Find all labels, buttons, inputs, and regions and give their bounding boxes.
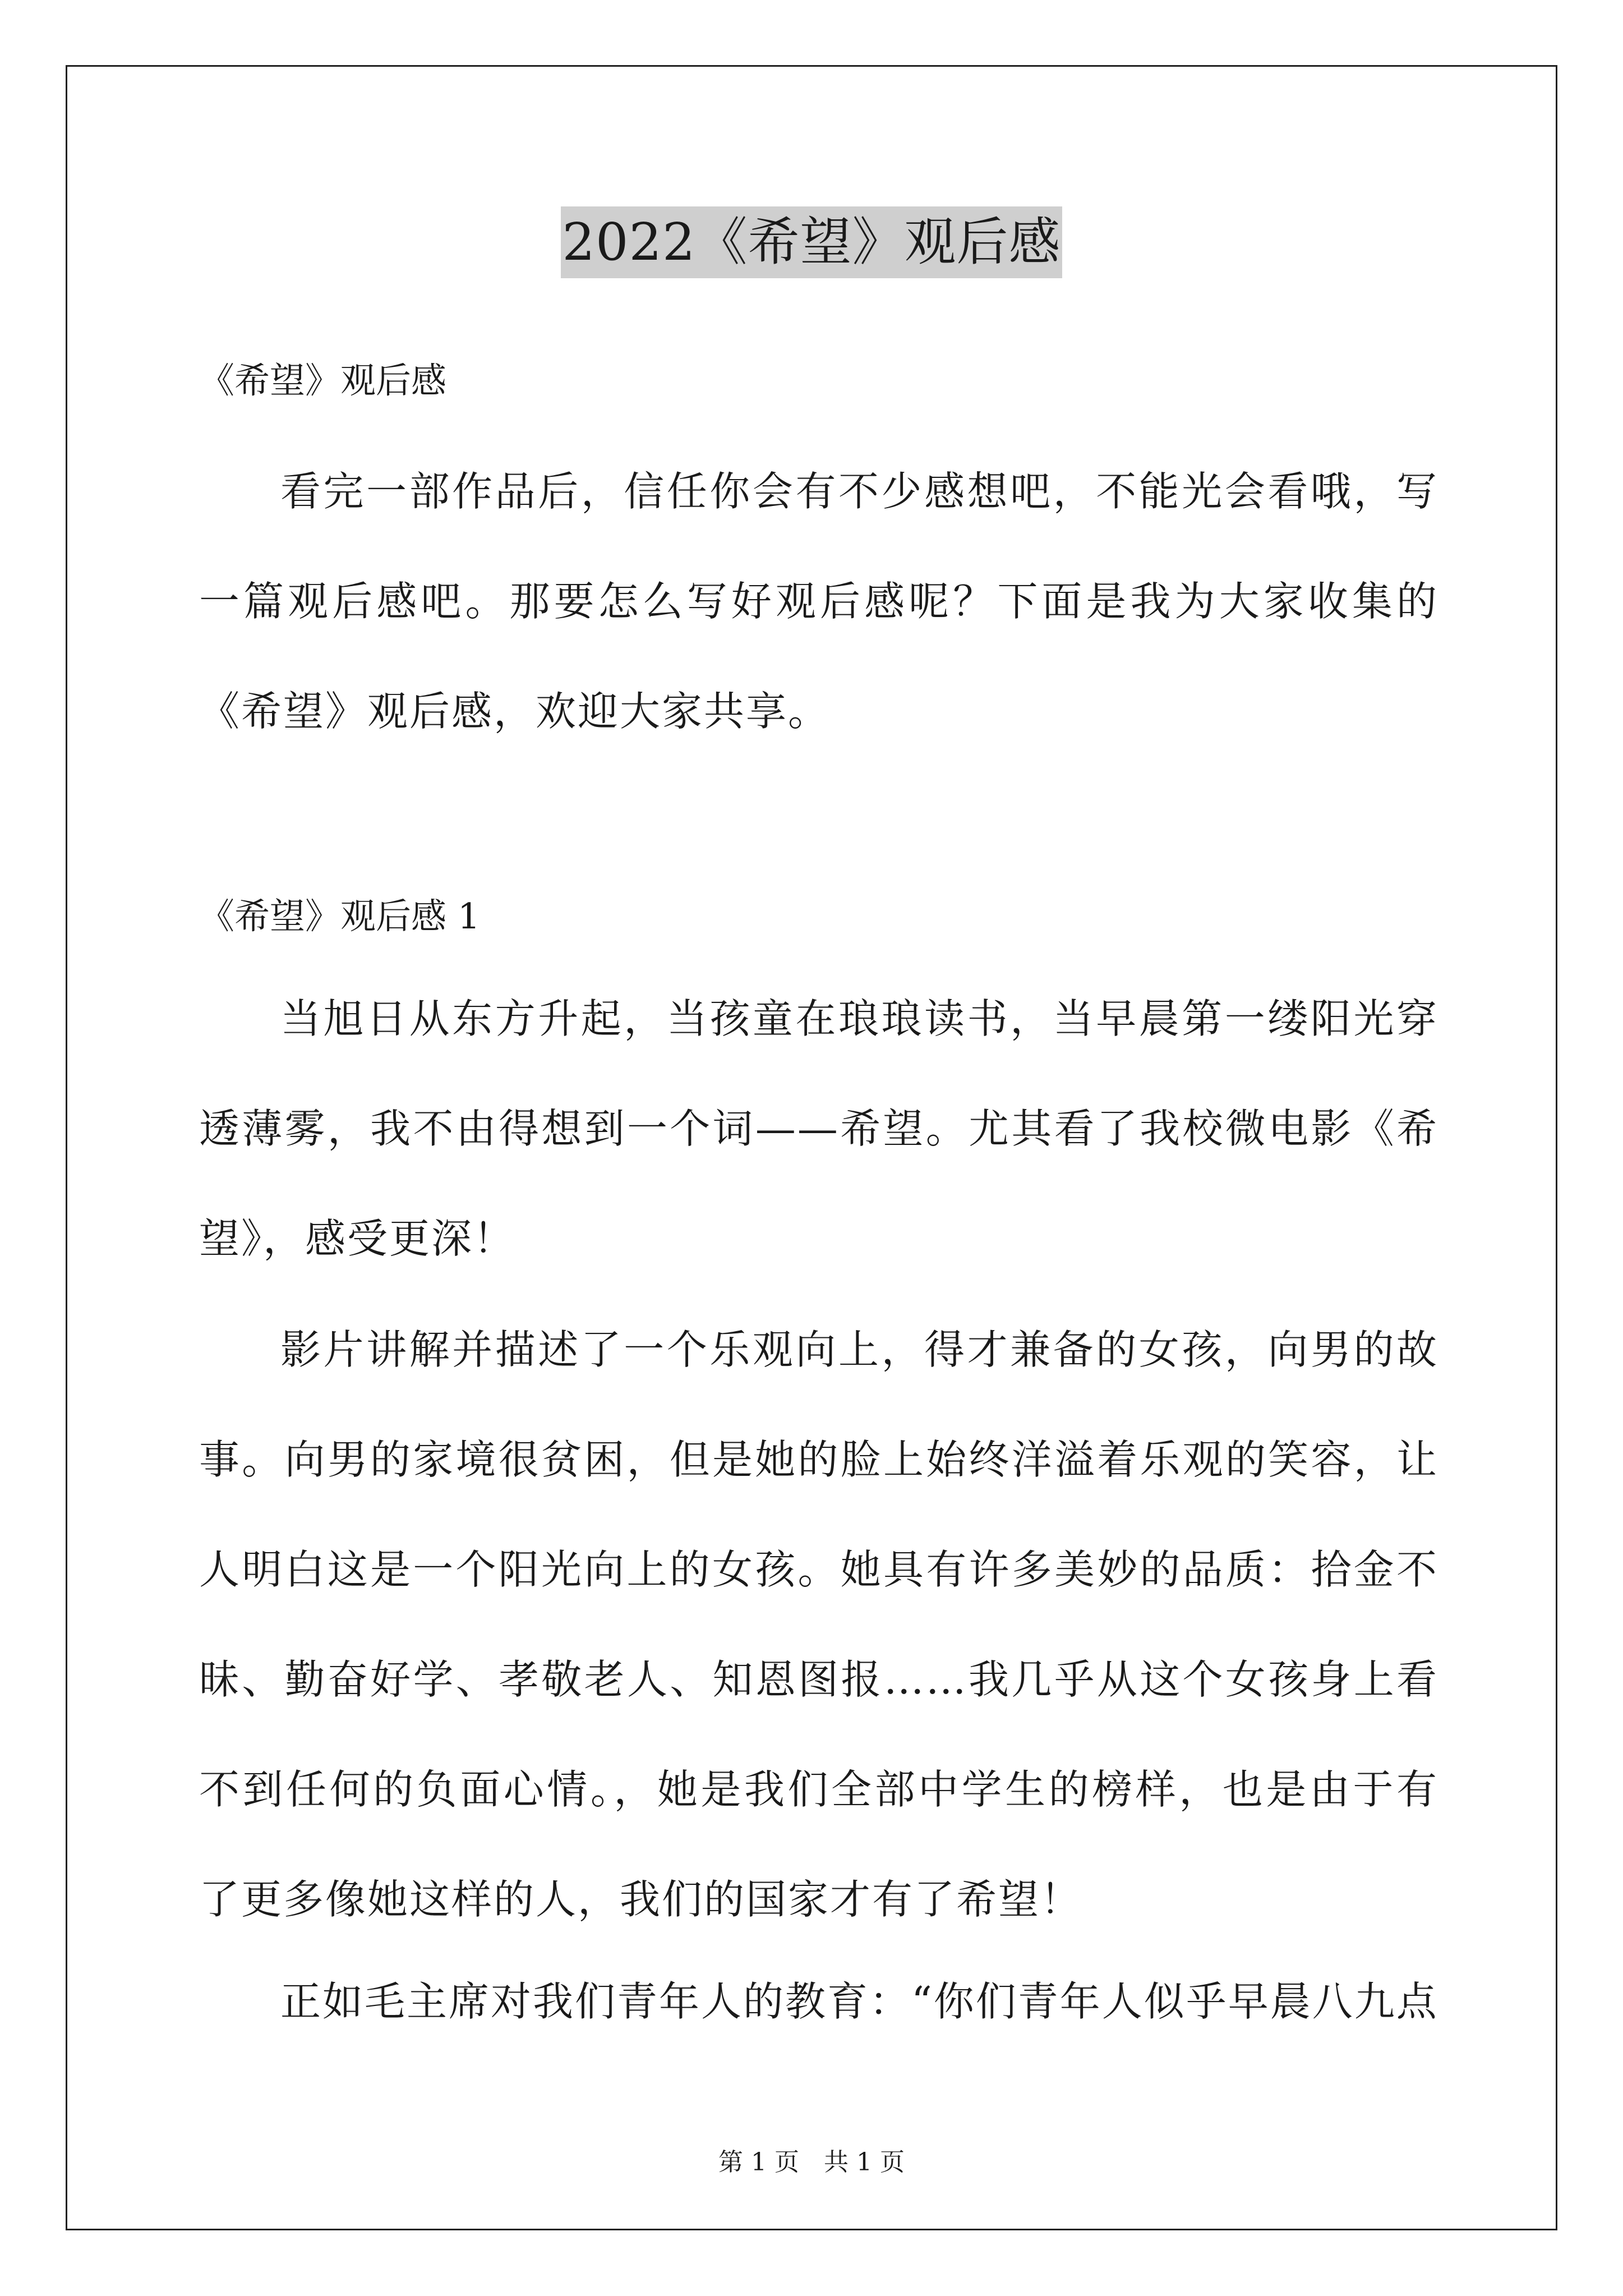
body-paragraph-2: 影片讲解并描述了一个乐观向上，得才兼备的女孩，向男的故事。向男的家境很贫困，但是她的脸上始终洋溢着乐观的笑容，让人明白这是一个阳光向上的女孩。她具有许多美妙的品质：拾金不昧、勤奋好学、孝敬老人、知恩图报……我几乎从这个女孩身上看不到任何的负面心情。，她是我们全部中学生的榜样，也是由于有了更多像她这样的人，我们的国家才有了希望！ [199,1326,1438,1923]
body-paragraph-3: 正如毛主席对我们青年人的教育：“你们青年人似乎早晨八九点 [280,1978,1438,2025]
page-total: 共 1 页 [824,2148,905,2177]
document-subtitle: 《希望》观后感 [199,360,446,401]
section-heading: 《希望》观后感 1 [199,896,481,937]
document-title: 2022《希望》观后感 [561,206,1062,278]
page-number: 第 1 页 [718,2148,799,2177]
document-title-block [0,206,1623,278]
body-paragraph-1: 当旭日从东方升起，当孩童在琅琅读书，当早晨第一缕阳光穿透薄雾，我不由得想到一个词——希望。尤其看了我校微电影《希望》，感受更深！ [199,995,1438,1262]
intro-paragraph: 看完一部作品后，信任你会有不少感想吧，不能光会看哦，写一篇观后感吧。那要怎么写好观后感呢？下面是我为大家收集的《希望》观后感，欢迎大家共享。 [199,468,1438,735]
page-footer [0,2142,1623,2178]
